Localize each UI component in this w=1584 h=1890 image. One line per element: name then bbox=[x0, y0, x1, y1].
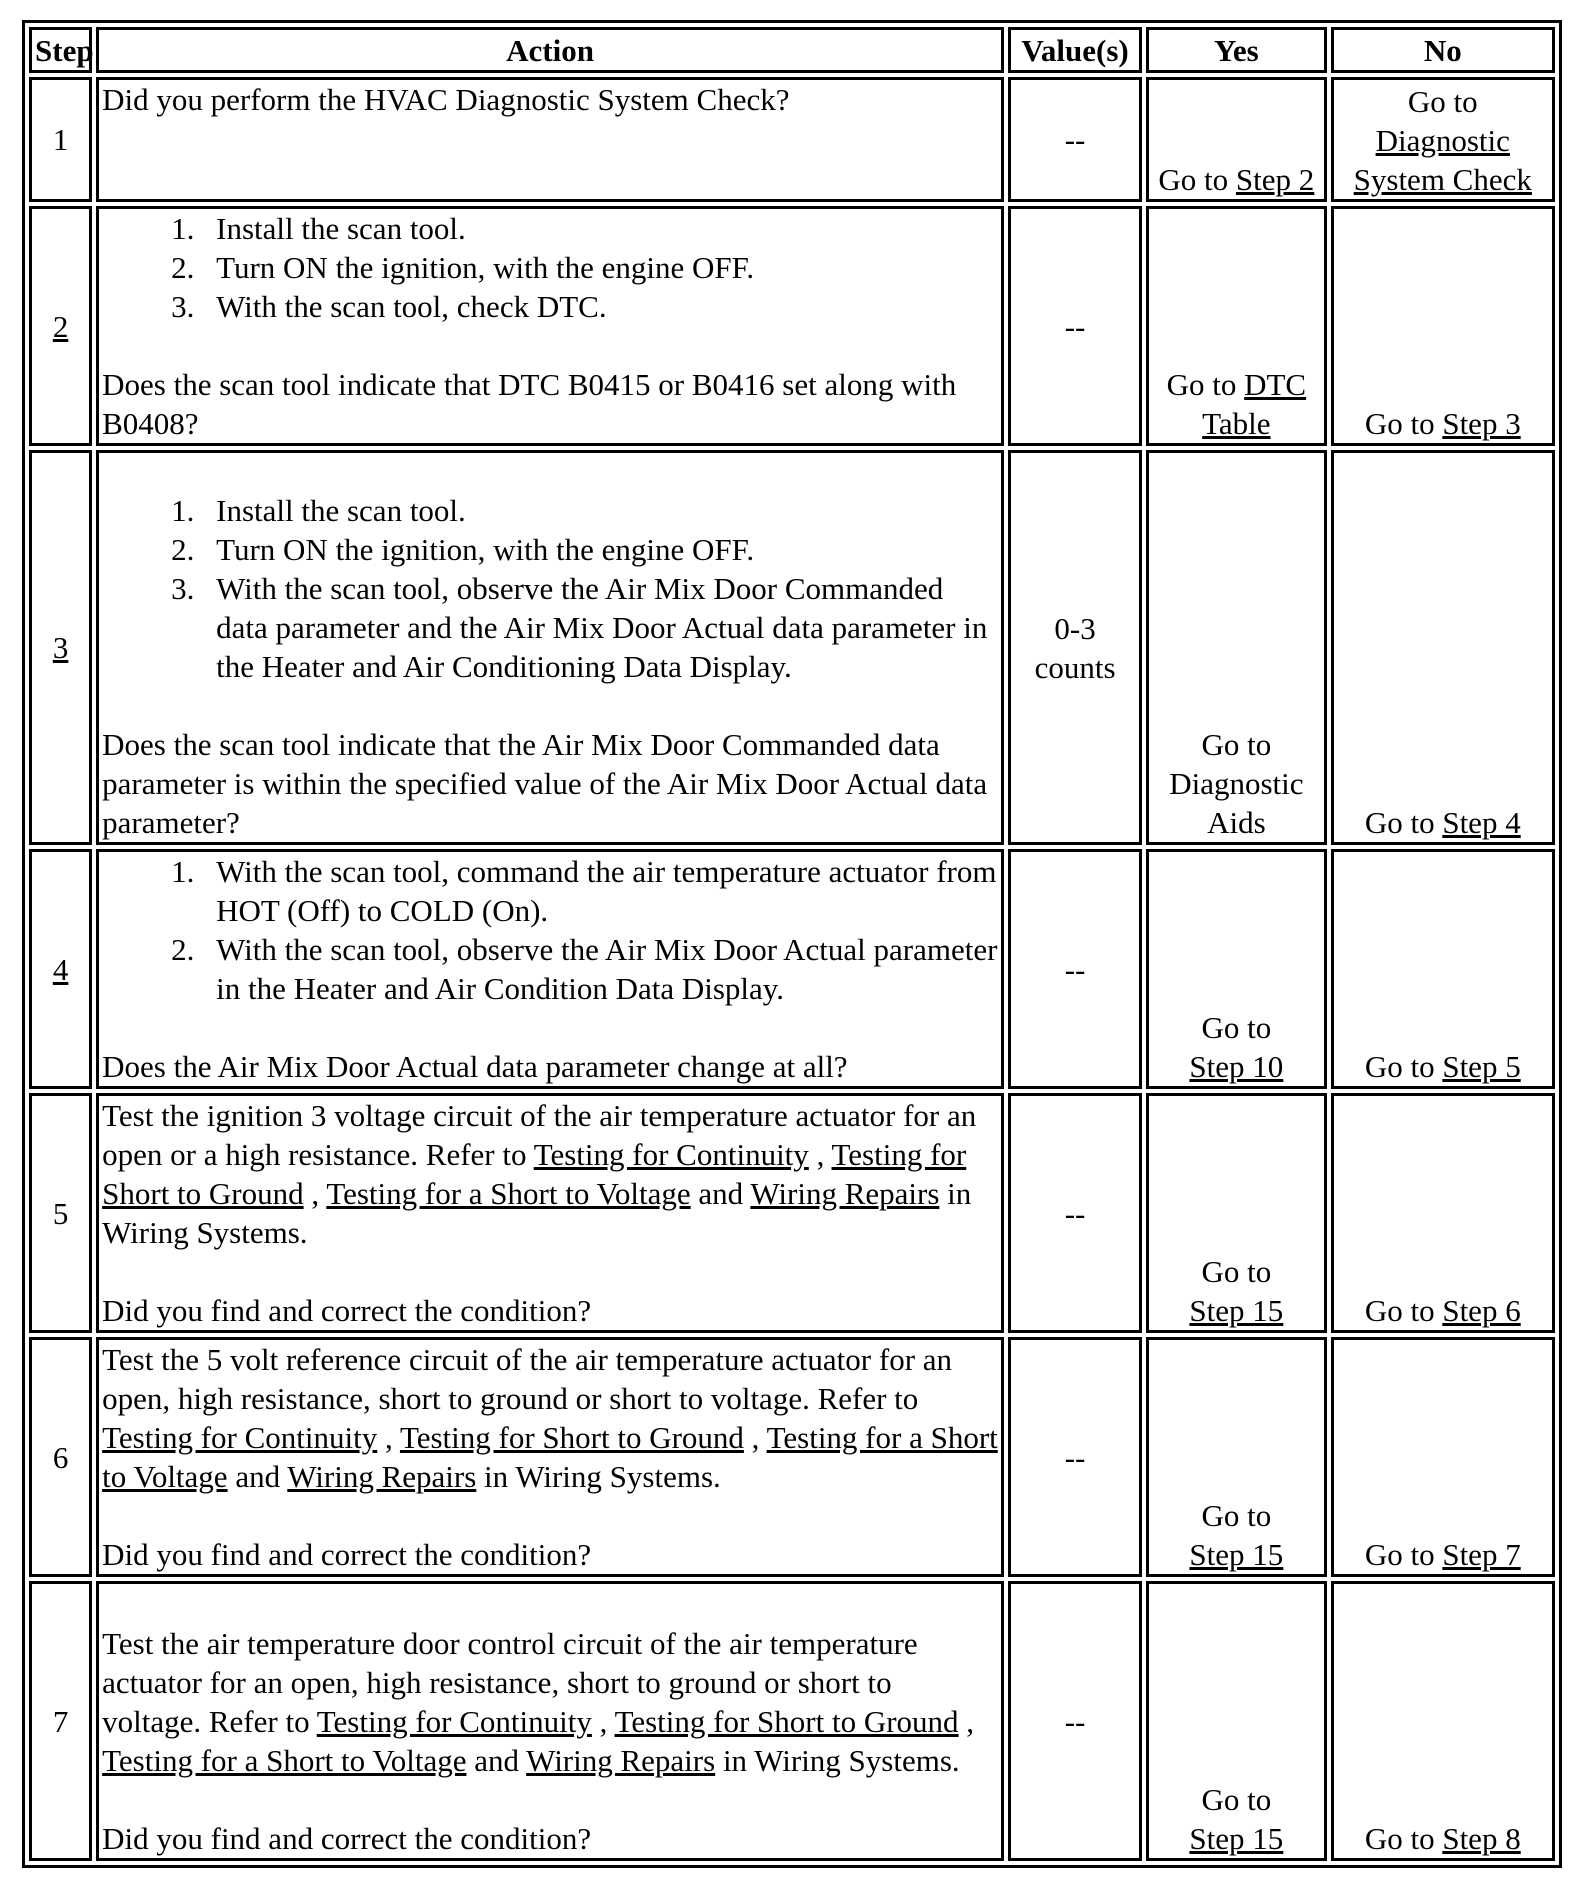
action-list bbox=[102, 209, 998, 326]
list-item: 1. Install the scan tool. bbox=[202, 209, 998, 248]
step-number-link[interactable] bbox=[29, 206, 92, 446]
yes-prefix: Go to bbox=[1201, 1498, 1272, 1533]
value-cell: -- bbox=[1008, 206, 1142, 446]
question-text: Did you find and correct the condition? bbox=[102, 1293, 592, 1328]
yes-prefix: Go to bbox=[1158, 162, 1236, 197]
value-cell: -- bbox=[1008, 1581, 1142, 1861]
separator: and bbox=[466, 1743, 527, 1778]
action-text bbox=[102, 1340, 998, 1496]
yes-cell bbox=[1146, 450, 1326, 845]
no-prefix: Go to bbox=[1364, 1821, 1443, 1856]
yes-link[interactable]: Step 15 bbox=[1189, 1821, 1284, 1856]
value-cell bbox=[1008, 450, 1142, 845]
yes-prefix: Go to bbox=[1201, 1010, 1272, 1045]
no-cell bbox=[1331, 849, 1555, 1089]
step-number: 5 bbox=[29, 1093, 92, 1333]
no-cell bbox=[1331, 206, 1555, 446]
no-prefix: Go to bbox=[1364, 1293, 1443, 1328]
no-link[interactable]: Step 6 bbox=[1442, 1293, 1521, 1328]
yes-cell bbox=[1146, 77, 1326, 202]
link-testing-short-voltage[interactable]: Testing for a Short to Voltage bbox=[326, 1176, 691, 1211]
table-row bbox=[29, 849, 1555, 1089]
table-row bbox=[29, 1093, 1555, 1333]
action-list bbox=[102, 852, 998, 1008]
yes-prefix: Go to bbox=[1166, 367, 1245, 402]
action-cell bbox=[96, 450, 1004, 845]
yes-line: Diagnostic bbox=[1169, 766, 1304, 801]
action-cell bbox=[96, 77, 1004, 202]
yes-prefix: Go to bbox=[1201, 1782, 1272, 1817]
link-testing-continuity[interactable]: Testing for Continuity bbox=[316, 1704, 592, 1739]
link-testing-short-ground[interactable]: Testing for Short to Ground bbox=[614, 1704, 959, 1739]
table-row bbox=[29, 77, 1555, 202]
yes-cell bbox=[1146, 1337, 1326, 1577]
yes-link[interactable]: Step 15 bbox=[1189, 1537, 1284, 1572]
header-values: Value(s) bbox=[1008, 27, 1142, 73]
yes-cell bbox=[1146, 1581, 1326, 1861]
text-span: Test the ignition 3 voltage circuit of the air temperature actuator for an open or a high resistance. Refer to bbox=[102, 1098, 977, 1172]
link-wiring-repairs[interactable]: Wiring Repairs bbox=[287, 1459, 477, 1494]
yes-line: Aids bbox=[1207, 805, 1266, 840]
step-link[interactable]: 2 bbox=[52, 308, 69, 344]
header-no: No bbox=[1331, 27, 1555, 73]
no-cell bbox=[1331, 450, 1555, 845]
text-span: Test the air temperature door control circuit of the air temperature actuator for an open, high resistance, short to ground or short to voltage. Refer to bbox=[102, 1626, 918, 1739]
separator: and bbox=[690, 1176, 751, 1211]
question-text: Does the scan tool indicate that the Air Mix Door Commanded data parameter is within the specified value of the Air Mix Door Actual data parameter? bbox=[102, 727, 988, 840]
no-link-system-check[interactable]: System Check bbox=[1353, 162, 1532, 197]
header-action: Action bbox=[96, 27, 1004, 73]
action-cell bbox=[96, 849, 1004, 1089]
action-text bbox=[102, 1096, 998, 1252]
yes-prefix: Go to bbox=[1201, 1254, 1272, 1289]
yes-link[interactable]: Step 15 bbox=[1189, 1293, 1284, 1328]
no-link[interactable]: Step 5 bbox=[1442, 1049, 1521, 1084]
step-link[interactable]: 3 bbox=[52, 630, 69, 665]
value-cell: -- bbox=[1008, 1093, 1142, 1333]
link-testing-short-voltage[interactable]: Testing for a Short to Voltage bbox=[102, 1743, 467, 1778]
action-list bbox=[102, 491, 998, 686]
header-step: Step bbox=[29, 27, 92, 73]
list-item: 1. With the scan tool, command the air temperature actuator from HOT (Off) to COLD (On). bbox=[202, 852, 998, 930]
table-row bbox=[29, 1337, 1555, 1577]
step-number-link[interactable] bbox=[29, 849, 92, 1089]
action-cell bbox=[96, 1581, 1004, 1861]
action-text bbox=[102, 1624, 998, 1780]
no-cell bbox=[1331, 77, 1555, 202]
link-wiring-repairs[interactable]: Wiring Repairs bbox=[750, 1176, 940, 1211]
link-testing-short-ground[interactable]: Testing for Short to Ground bbox=[102, 1137, 967, 1211]
yes-cell bbox=[1146, 849, 1326, 1089]
step-number: 7 bbox=[29, 1581, 92, 1861]
table-row bbox=[29, 450, 1555, 845]
separator: , bbox=[377, 1420, 400, 1455]
no-prefix: Go to bbox=[1364, 1537, 1443, 1572]
no-link[interactable]: Step 7 bbox=[1442, 1537, 1521, 1572]
no-prefix: Go to bbox=[1364, 805, 1443, 840]
no-cell bbox=[1331, 1581, 1555, 1861]
link-testing-short-ground[interactable]: Testing for Short to Ground bbox=[399, 1420, 744, 1455]
no-prefix: Go to bbox=[1364, 406, 1443, 441]
text-span: in Wiring Systems. bbox=[102, 1176, 972, 1250]
no-prefix: Go to bbox=[1364, 1049, 1443, 1084]
no-link[interactable]: Step 3 bbox=[1442, 406, 1521, 441]
value-line: counts bbox=[1034, 649, 1116, 685]
table-row bbox=[29, 206, 1555, 446]
yes-link-cont[interactable]: Table bbox=[1202, 406, 1271, 441]
yes-cell bbox=[1146, 206, 1326, 446]
yes-cell bbox=[1146, 1093, 1326, 1333]
value-cell: -- bbox=[1008, 1337, 1142, 1577]
list-item: 3. With the scan tool, observe the Air Mix Door Commanded data parameter and the Air Mix Door Actual data parameter in the Heater and Air Conditioning Data Display. bbox=[202, 569, 998, 686]
separator: , bbox=[958, 1704, 975, 1739]
yes-link[interactable]: Step 2 bbox=[1235, 162, 1315, 197]
separator: , bbox=[808, 1137, 832, 1172]
no-link-diagnostic[interactable]: Diagnostic bbox=[1375, 123, 1510, 158]
separator: , bbox=[303, 1176, 327, 1211]
question-text: Does the Air Mix Door Actual data parameter change at all? bbox=[102, 1049, 848, 1084]
table-row bbox=[29, 1581, 1555, 1861]
text-span: in Wiring Systems. bbox=[476, 1459, 721, 1494]
text-span: in Wiring Systems. bbox=[715, 1743, 960, 1778]
no-prefix: Go to bbox=[1407, 84, 1478, 119]
no-link[interactable]: Step 8 bbox=[1442, 1821, 1521, 1856]
separator: , bbox=[591, 1704, 615, 1739]
question-text: Does the scan tool indicate that DTC B0415 or B0416 set along with B0408? bbox=[102, 367, 957, 441]
no-link[interactable]: Step 4 bbox=[1442, 805, 1521, 840]
yes-link[interactable]: Step 10 bbox=[1189, 1049, 1284, 1084]
list-item: 2. Turn ON the ignition, with the engine OFF. bbox=[202, 530, 998, 569]
yes-link[interactable]: DTC bbox=[1244, 367, 1307, 402]
value-cell: -- bbox=[1008, 77, 1142, 202]
list-item: 1. Install the scan tool. bbox=[202, 491, 998, 530]
question-text: Did you find and correct the condition? bbox=[102, 1821, 592, 1856]
step-number-link[interactable] bbox=[29, 450, 92, 845]
action-cell bbox=[96, 206, 1004, 446]
value-cell: -- bbox=[1008, 849, 1142, 1089]
step-number: 6 bbox=[29, 1337, 92, 1577]
no-cell bbox=[1331, 1093, 1555, 1333]
header-yes: Yes bbox=[1146, 27, 1326, 73]
action-cell bbox=[96, 1093, 1004, 1333]
question-text: Did you find and correct the condition? bbox=[102, 1537, 592, 1572]
no-cell bbox=[1331, 1337, 1555, 1577]
value-line: 0-3 bbox=[1054, 610, 1096, 646]
link-wiring-repairs[interactable]: Wiring Repairs bbox=[526, 1743, 716, 1778]
text-span: Test the 5 volt reference circuit of the air temperature actuator for an open, high resistance, short to ground or short to voltage. Refer to bbox=[102, 1342, 953, 1416]
link-testing-short-voltage[interactable]: Testing for a Short to Voltage bbox=[102, 1420, 998, 1494]
action-cell bbox=[96, 1337, 1004, 1577]
diagnostic-table bbox=[22, 20, 1562, 1868]
link-testing-continuity[interactable]: Testing for Continuity bbox=[533, 1137, 809, 1172]
header-row bbox=[29, 27, 1555, 73]
list-item: 2. Turn ON the ignition, with the engine OFF. bbox=[202, 248, 998, 287]
list-item: 2. With the scan tool, observe the Air Mix Door Actual parameter in the Heater and Air Condition Data Display. bbox=[202, 930, 998, 1008]
question-text: Did you perform the HVAC Diagnostic System Check? bbox=[102, 82, 790, 117]
step-link[interactable]: 4 bbox=[52, 951, 69, 987]
step-number: 1 bbox=[29, 77, 92, 202]
yes-line: Go to bbox=[1201, 727, 1272, 762]
link-testing-continuity[interactable]: Testing for Continuity bbox=[102, 1420, 378, 1455]
separator: , bbox=[743, 1420, 767, 1455]
list-item: 3. With the scan tool, check DTC. bbox=[202, 287, 998, 326]
separator: and bbox=[227, 1459, 288, 1494]
